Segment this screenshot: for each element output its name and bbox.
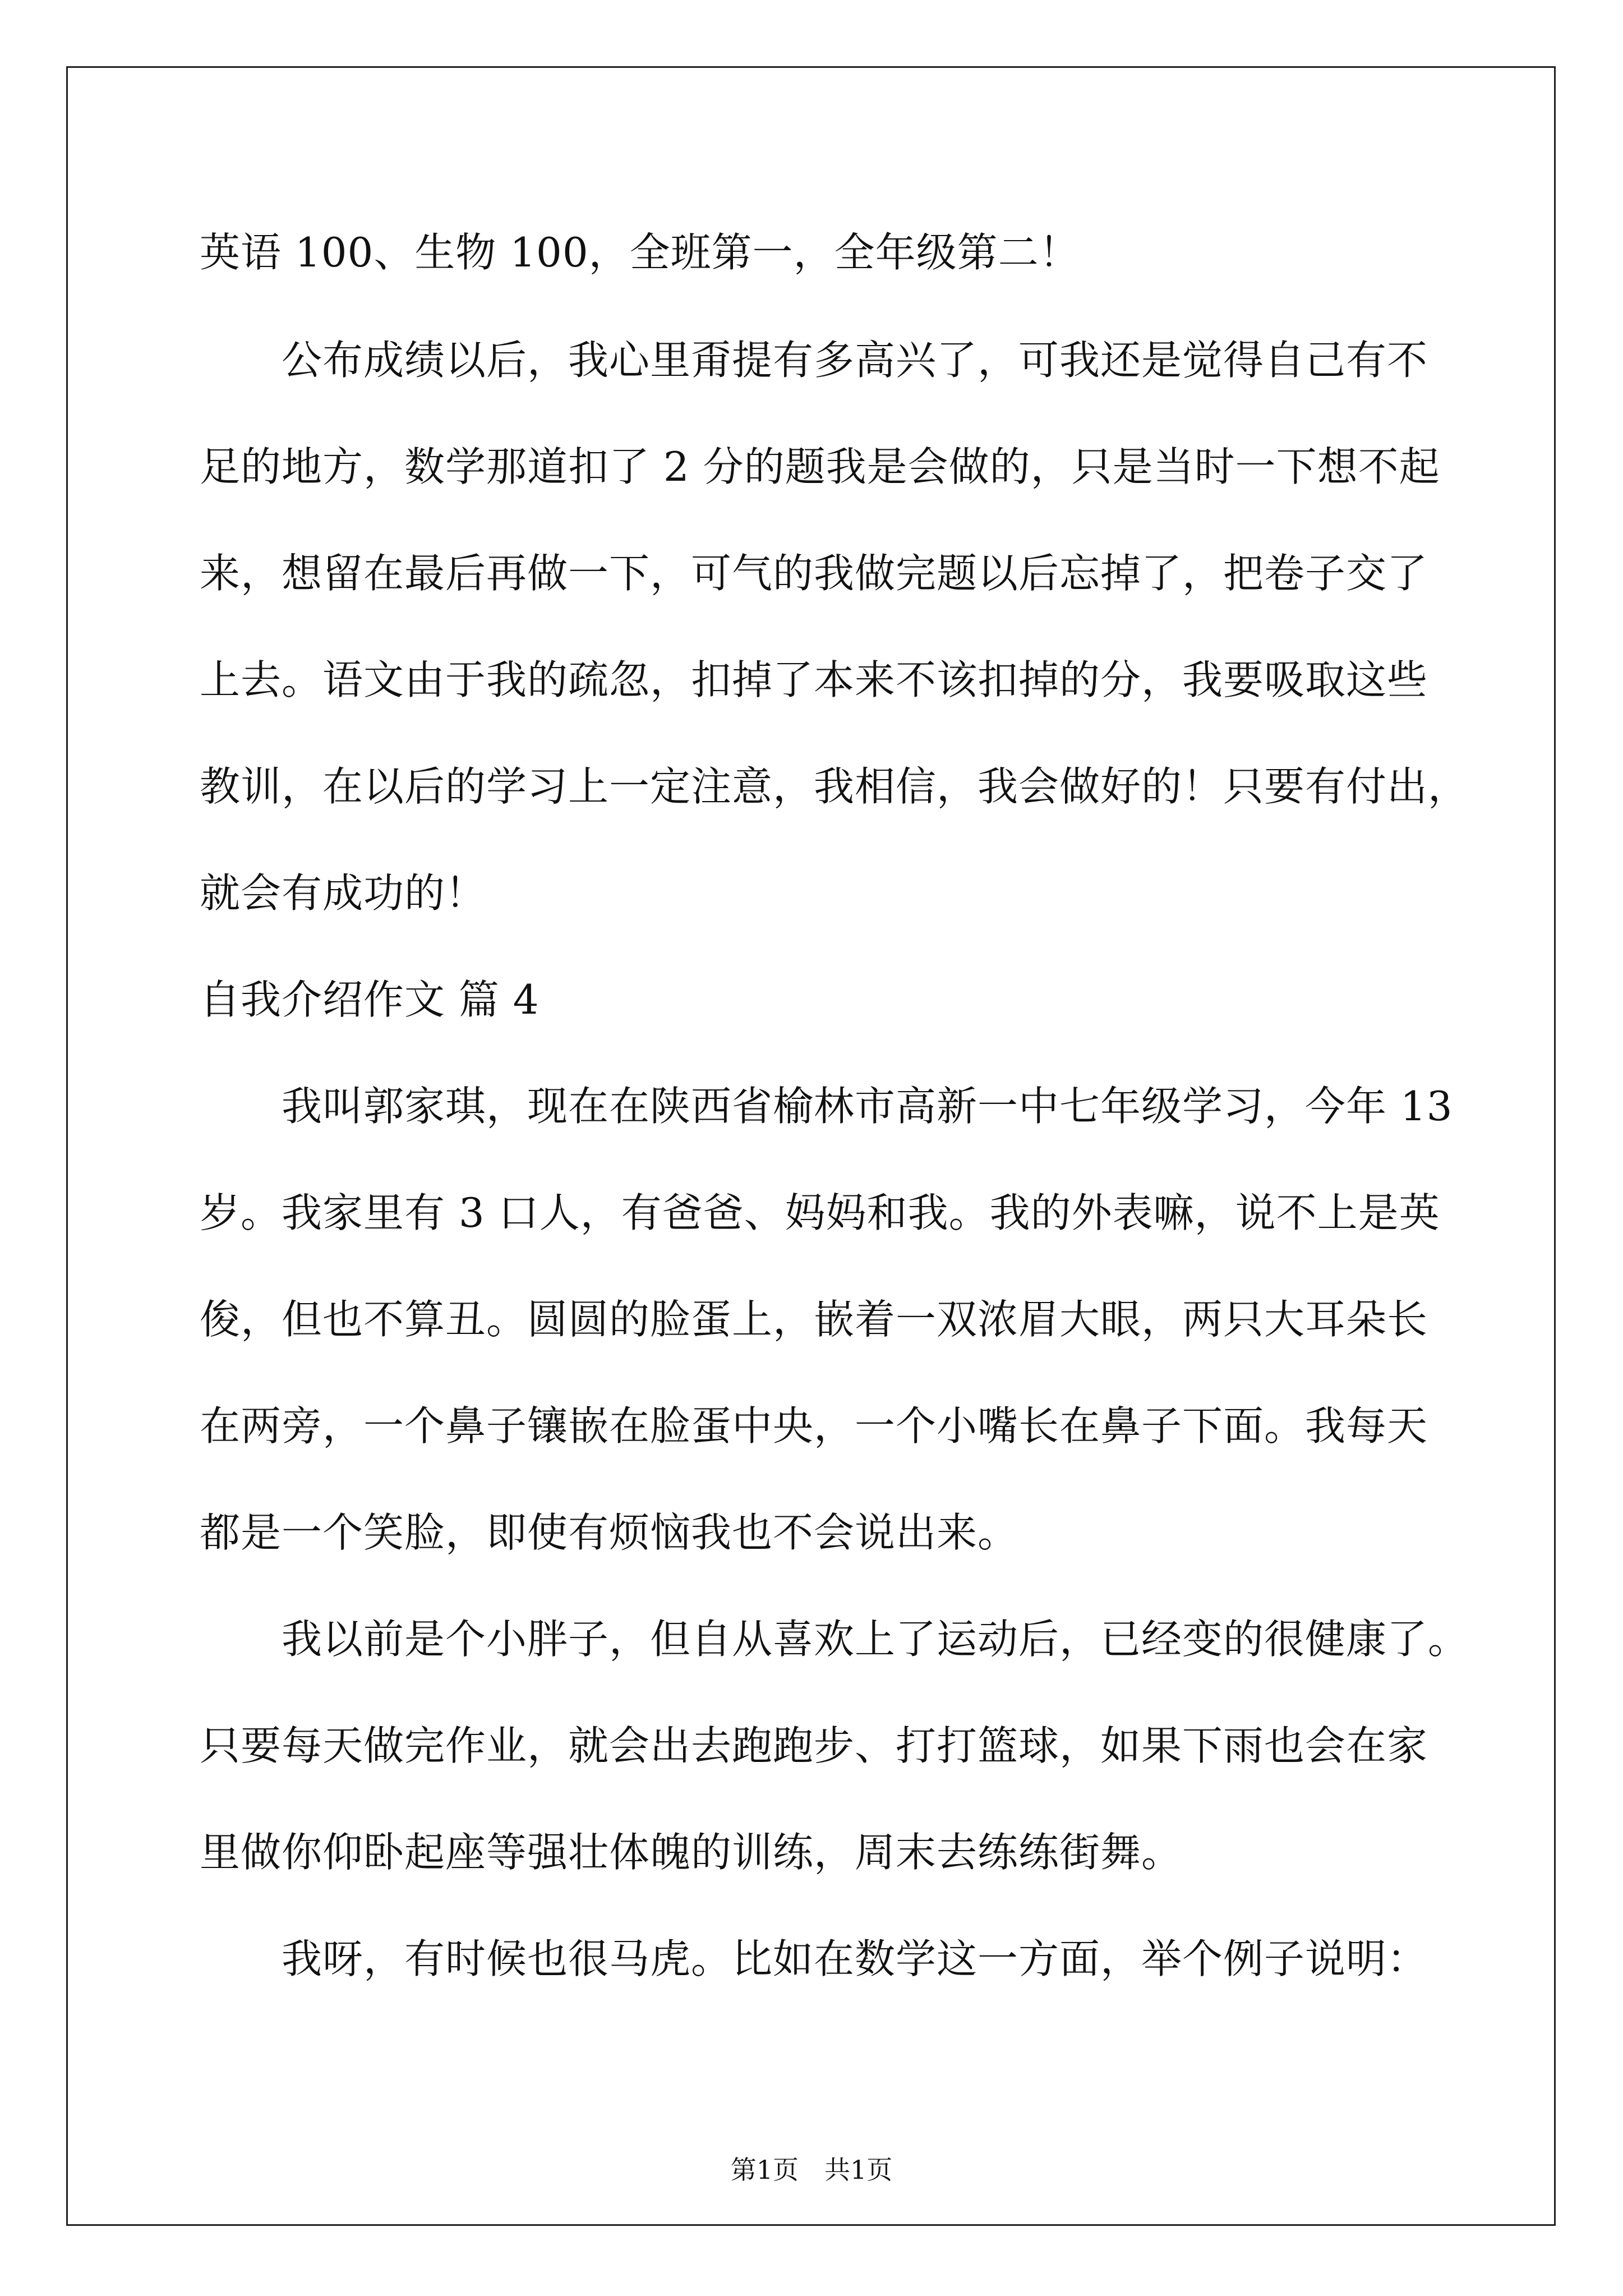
- text-line-7: 就会有成功的！: [200, 869, 487, 917]
- page-footer: 第1页 共1页: [730, 2155, 893, 2185]
- text-line-11: 俊，但也不算丑。圆圆的脸蛋上，嵌着一双浓眉大眼，两只大耳朵长: [200, 1296, 1428, 1343]
- text-line-5: 上去。语文由于我的疏忽，扣掉了本来不该扣掉的分，我要吸取这些: [200, 656, 1428, 703]
- text-line-10: 岁。我家里有 3 口人，有爸爸、妈妈和我。我的外表嘛，说不上是英: [200, 1189, 1440, 1236]
- text-line-1: 英语 100、生物 100，全班第一，全年级第二！: [200, 229, 1080, 276]
- text-line-15: 只要每天做完作业，就会出去跑跑步、打打篮球，如果下雨也会在家: [200, 1722, 1428, 1769]
- text-line-16: 里做你仰卧起座等强壮体魄的训练，周末去练练街舞。: [200, 1829, 1183, 1876]
- text-line-17: 我呀，有时候也很马虎。比如在数学这一方面，举个例子说明：: [200, 1935, 1428, 1982]
- text-line-6: 教训，在以后的学习上一定注意，我相信，我会做好的！只要有付出，: [200, 763, 1469, 810]
- section-heading: 自我介绍作文 篇 4: [200, 976, 540, 1023]
- text-line-3: 足的地方，数学那道扣了 2 分的题我是会做的，只是当时一下想不起: [200, 443, 1440, 490]
- text-line-2: 公布成绩以后，我心里甭提有多高兴了，可我还是觉得自己有不: [200, 337, 1428, 384]
- text-line-4: 来，想留在最后再做一下，可气的我做完题以后忘掉了，把卷子交了: [200, 550, 1428, 597]
- text-line-9: 我叫郭家琪，现在在陕西省榆林市高新一中七年级学习，今年 13: [200, 1083, 1453, 1130]
- text-line-14: 我以前是个小胖子，但自从喜欢上了运动后，已经变的很健康了。: [200, 1616, 1469, 1663]
- text-line-12: 在两旁，一个鼻子镶嵌在脸蛋中央，一个小嘴长在鼻子下面。我每天: [200, 1402, 1428, 1450]
- page-border: [66, 66, 1556, 2226]
- text-line-13: 都是一个笑脸，即使有烦恼我也不会说出来。: [200, 1509, 1019, 1556]
